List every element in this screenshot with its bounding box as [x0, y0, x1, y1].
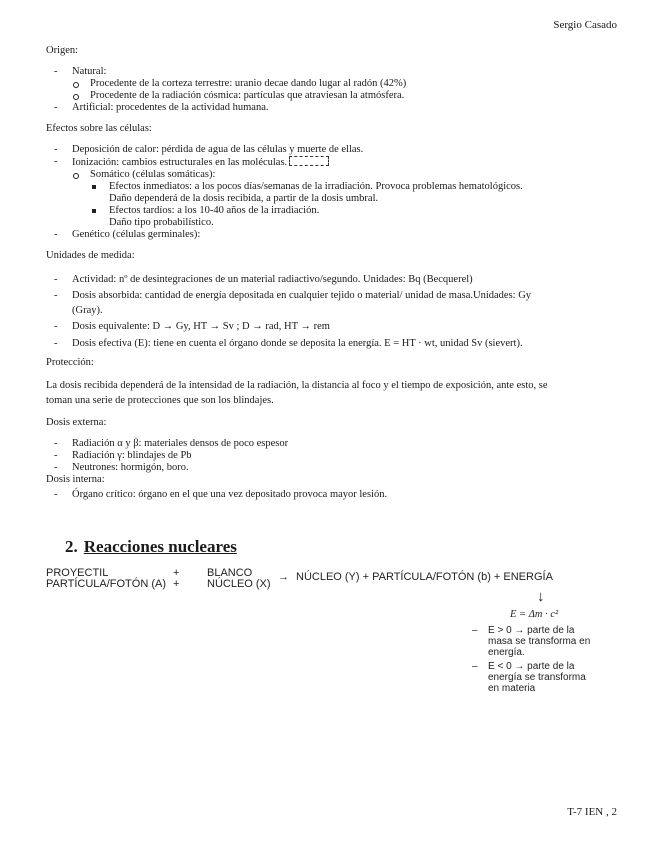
efectos-inmediatos: Efectos inmediatos: a los pocos días/semanas de la irradiación. Provoca problemas hematológicos. — [46, 181, 620, 193]
efectos-tardios: Efectos tardíos: a los 10-40 años de la irradiación. — [46, 205, 620, 217]
down-arrow-icon: ↓ — [537, 588, 545, 605]
reaction-products: NÚCLEO (Y) + PARTÍCULA/FOTÓN (b) + ENERGÍA — [296, 571, 553, 583]
page-footer: T-7 IEN , 2 — [567, 806, 617, 818]
reaction-plus: + — [173, 567, 180, 579]
proteccion-text-cont: toman una serie de protecciones que son los blindajes. — [46, 395, 274, 406]
efectos-genetico: - Genético (células germinales): — [46, 229, 620, 241]
unidades-actividad: - Actividad: nº de desintegraciones de un material radiactivo/segundo. Unidades: Bq (Becquerel) — [46, 271, 620, 288]
reaction-proyectil: PROYECTIL — [46, 567, 109, 579]
note-bullet: – — [472, 661, 478, 672]
origen-natural-item: Procedente de la corteza terrestre: uranio decae dando lugar al radón (42%) — [46, 78, 620, 90]
efectos-ionizacion — [46, 156, 620, 169]
origen-artificial: - Artificial: procedentes de la actividad humana. — [46, 102, 620, 114]
reaction-blanco: BLANCO — [207, 567, 253, 579]
section-heading — [65, 537, 237, 556]
reaction-particula: PARTÍCULA/FOTÓN (A) — [46, 578, 166, 590]
note-positive-cont: energía. — [488, 647, 525, 658]
reaction-arrow-icon: → — [278, 571, 289, 583]
efectos-somatico: Somático (células somáticas): — [46, 169, 620, 181]
origen-natural-item: Procedente de la radiación cósmica: partículas que atraviesan la atmósfera. — [46, 90, 620, 102]
dosis-externa-item: - Radiación γ: blindajes de Pb — [46, 450, 620, 462]
efectos-inmediatos-cont: Daño dependerá de la dosis recibida, a partir de la dosis umbral. — [109, 193, 379, 204]
efectos-deposicion: - Deposición de calor: pérdida de agua de las células y muerte de ellas. — [46, 144, 620, 156]
reaction-nucleo-x: NÚCLEO (X) — [207, 578, 271, 590]
note-positive: E > 0 → parte de la — [488, 625, 575, 636]
origen-heading: Origen: — [46, 45, 79, 56]
proteccion-heading: Protección: — [46, 357, 94, 368]
note-positive-cont: masa se transforma en — [488, 636, 591, 647]
efectos-tardios-cont: Daño tipo probabilístico. — [109, 217, 214, 228]
dosis-externa-item: - Neutrones: hormigón, boro. — [46, 462, 620, 474]
note-negative-cont: en materia — [488, 683, 536, 694]
placeholder-box — [289, 156, 329, 166]
dosis-externa-item: - Radiación α y β: materiales densos de poco espesor — [46, 438, 620, 450]
proteccion-text: La dosis recibida dependerá de la intensidad de la radiación, la distancia al foco y el tiempo de exposición, ante esto, se — [46, 380, 548, 391]
dosis-externa-heading: Dosis externa: — [46, 417, 107, 428]
page-header-author: Sergio Casado — [553, 19, 617, 31]
dosis-interna-heading: Dosis interna: — [46, 474, 105, 485]
section-title: Reacciones nucleares — [83, 537, 237, 556]
unidades-absorbida-cont: (Gray). — [72, 305, 103, 316]
unidades-absorbida: - Dosis absorbida: cantidad de energía depositada en cualquier tejido o material/ unidad de masa.Unidades: Gy — [46, 288, 620, 303]
reaction-plus: + — [173, 578, 180, 590]
note-negative-cont: energía se transforma — [488, 672, 586, 683]
unidades-equivalente: - Dosis equivalente: D → Gy, HT → Sv ; D → rad, HT → rem — [46, 318, 620, 335]
origen-natural: - Natural: — [46, 66, 620, 78]
note-negative: E < 0 → parte de la — [488, 661, 575, 672]
page-body — [46, 45, 620, 503]
efectos-ionizacion-text: Ionización: cambios estructurales en las moléculas. — [72, 157, 288, 168]
energy-equation: E = Δm · c² — [510, 609, 559, 620]
unidades-efectiva: - Dosis efectiva (E): tiene en cuenta el órgano donde se deposita la energía. E = HT · wt, unidad Sv (sievert). — [46, 335, 620, 352]
note-bullet: – — [472, 625, 478, 636]
dosis-interna-item: - Órgano crítico: órgano en el que una vez depositado provoca mayor lesión. — [46, 486, 620, 503]
unidades-heading: Unidades de medida: — [46, 250, 135, 261]
section-number: 2. — [65, 537, 78, 556]
efectos-heading: Efectos sobre las células: — [46, 123, 152, 134]
